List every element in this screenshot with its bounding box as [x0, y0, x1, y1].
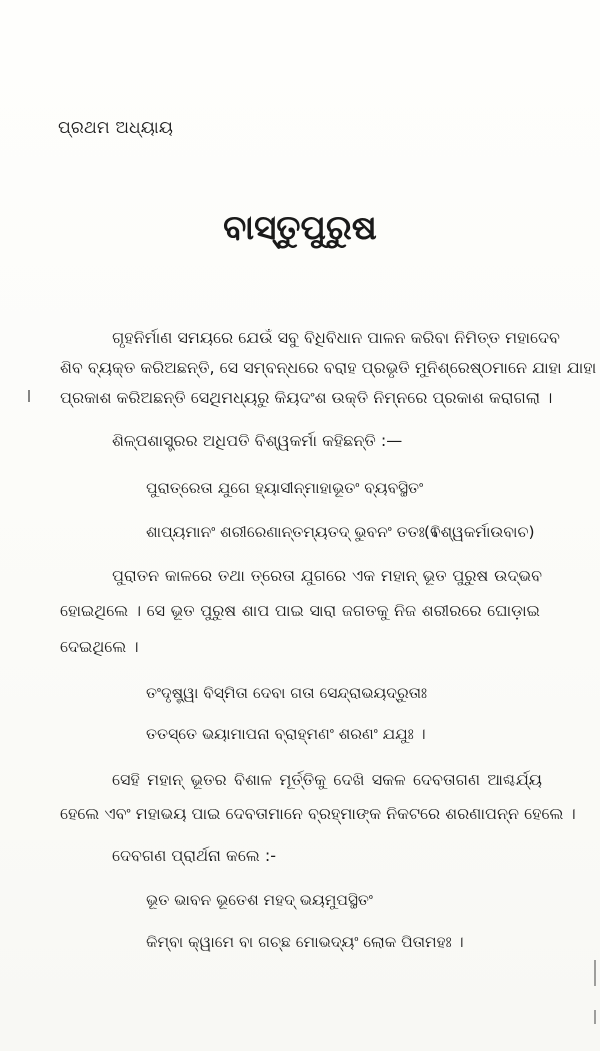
page-edge-mark [594, 1010, 596, 1024]
paragraph1-line3: ପ୍ରକାଶ କରିଅଛନ୍ତି ସେଥିମଧ୍ୟରୁ କିୟଦଂଶ ଉକ୍ତି ନିମ୍ନରେ ପ୍ରକାଶ କରାଗଲା । [60, 388, 553, 407]
verse3-line1: ଭୂତ ଭାବନ ଭୂତେଶ ମହଦ୍ ଭୟମୁପସ୍ଥିତଂ [146, 891, 373, 909]
page-edge-mark [594, 960, 596, 986]
paragraph1-line1: ଗୃହନିର୍ମାଣ ସମୟରେ ଯେଉଁ ସବୁ ବିଧିବିଧାନ ପାଳନ କରିବା ନିମିତ୍ତ ମହାଦେବ [112, 328, 560, 347]
verse2-line2: ତତସ୍ତେ ଭୟାମାପନା ବ୍ରାହ୍ମଣଂ ଶରଣଂ ଯଯୁଃ । [146, 725, 426, 743]
prayer-line: ଦେବଗଣ ପ୍ରାର୍ଥନା କଲେ :- [112, 846, 277, 865]
paragraph3-line2: ହେଲେ ଏବଂ ମହାଭୟ ପାଇ ଦେବତାମାନେ ବ୍ରହ୍ମାଙ୍କ ନିକଟରେ ଶରଣାପନ୍ନ ହେଲେ । [60, 804, 576, 823]
paragraph2-line3: ଦେଇଥିଲେ । [60, 637, 139, 656]
paragraph1-line2: ଶିବ ବ୍ୟକ୍ତ କରିଅଛନ୍ତି, ସେ ସମ୍ବନ୍ଧରେ ବରାହ ପ୍ରଭୃତି ମୁନିଶ୍ରେଷ୍ଠମାନେ ଯାହା ଯାହା [60, 358, 597, 377]
page-title: ବାସ୍ତୁପୁରୁଷ [223, 208, 377, 248]
verse2-line1: ତଂଦୃଷ୍ଟ୍ୱା ବିସ୍ମିତା ଦେବା ଗତା ସେନ୍ଦ୍ରାଭୟଦ୍ରୁତାଃ [146, 684, 428, 702]
intro-line: ଶିଳ୍ପଶାସ୍ତ୍ରର ଅଧିପତି ବିଶ୍ୱକର୍ମା କହିଛନ୍ତି :— [112, 431, 403, 450]
paragraph2-line2: ହୋଇଥିଲେ । ସେ ଭୂତ ପୁରୁଷ ଶାପ ପାଇ ସାରା ଜଗତକୁ ନିଜ ଶରୀରରେ ଘୋଡ଼ାଇ [60, 601, 540, 620]
margin-tick-mark [28, 390, 30, 402]
verse1-line1: ପୁରାତ୍ରେତା ଯୁଗେ ହ୍ୟାସୀନ୍ମାହାଭୂତଂ ବ୍ୟବସ୍ଥିତଂ [146, 479, 424, 497]
verse3-line2: କିମ୍ବା କ୍ୱାମେ ବା ଗଚ୍ଛ ମୋଭଦ୍ୟଂ ଲୋକ ପିତାମହଃ । [146, 933, 464, 951]
verse1-line2: ଶାପ୍ୟମାନଂ ଶରୀରେଣାନ୍ତମ୍ୟତଦ୍ ଭୁବନଂ ତତଃ । [146, 523, 437, 541]
chapter-heading: ପ୍ରଥମ ଅଧ୍ୟାୟ [58, 118, 174, 138]
verse1-attribution: (ବିଶ୍ୱକର୍ମାଉବାଚ) [424, 523, 535, 541]
paragraph2-line1: ପୁରାତନ କାଳରେ ତଥା ତ୍ରେତା ଯୁଗରେ ଏକ ମହାନ୍ ଭୂତ ପୁରୁଷ ଉଦ୍ଭବ [112, 566, 542, 585]
paragraph3-line1: ସେହି ମହାନ୍ ଭୂତର ବିଶାଳ ମୂର୍ତ୍ତିକୁ ଦେଖି ସକଳ ଦେବତାଗଣ ଆଶ୍ଚର୍ଯ୍ୟ [112, 770, 542, 789]
